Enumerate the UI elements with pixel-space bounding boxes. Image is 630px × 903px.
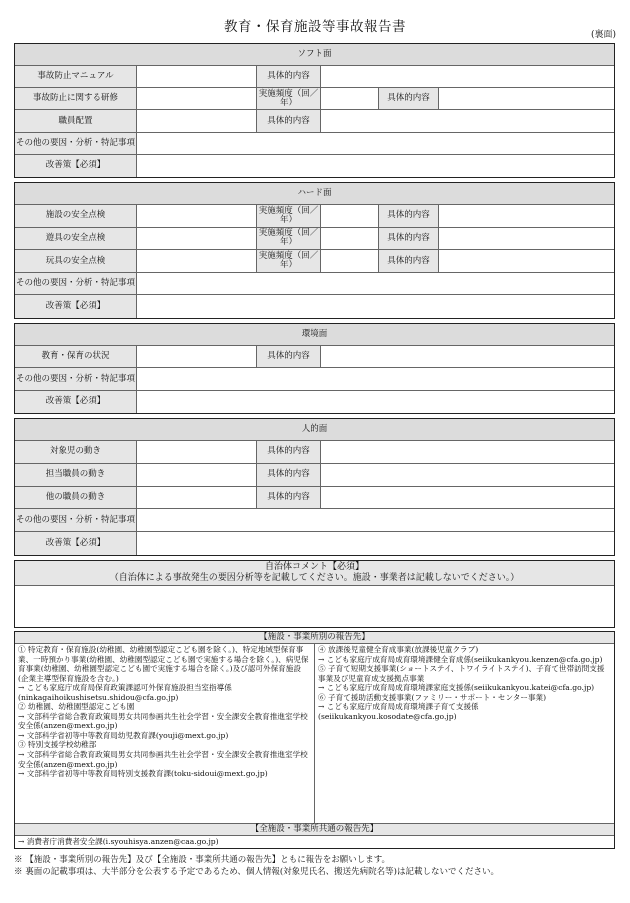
human-row-value[interactable]: [137, 487, 257, 510]
frequency-input[interactable]: [321, 88, 379, 110]
hard-row-label: その他の要因・分析・特記事項: [15, 273, 137, 296]
environment-section-title: 環境面: [15, 324, 614, 346]
frequency-input[interactable]: [321, 228, 379, 251]
content-label: 具体的内容: [257, 441, 321, 464]
municipality-comment-section: [14, 560, 615, 628]
comment-header: [15, 561, 614, 586]
content-label: 具体的内容: [257, 110, 321, 132]
soft-row-value[interactable]: [137, 110, 257, 132]
env-row-label: その他の要因・分析・特記事項: [15, 368, 137, 390]
hard-row-label: 改善策【必須】: [15, 295, 137, 318]
content-input[interactable]: [321, 110, 614, 132]
human-section-title: 人的面: [15, 419, 614, 441]
report-item: → こども家庭庁成育局保育政策課認可外保育施設担当室指導係(ninkagaihoikushisetsu.shidou@cfa.go.jp): [18, 683, 232, 702]
human-row-value[interactable]: [137, 441, 257, 464]
human-row-value[interactable]: [137, 464, 257, 487]
footnotes: [14, 854, 624, 878]
report-item: → こども家庭庁成育局成育環境課子育て支援係(seiikukankyou.kosodate@cfa.go.jp): [318, 702, 479, 721]
improvement-input[interactable]: [137, 532, 614, 555]
hard-row-value[interactable]: [137, 250, 257, 273]
report-list-right: [315, 644, 614, 823]
report-item: → 文部科学省総合教育政策局男女共同参画共生社会学習・安全課安全教育推進室学校安全係(anzen@mext.go.jp): [18, 750, 308, 769]
comment-subtitle: （自治体による事故発生の要因分析等を記載してください。施設・事業者は記載しないでください。）: [109, 572, 520, 583]
analysis-input[interactable]: [137, 273, 614, 296]
analysis-input[interactable]: [137, 509, 614, 532]
content-label: 具体的内容: [379, 205, 439, 228]
hard-row-value[interactable]: [137, 228, 257, 251]
report-list-left: [15, 644, 315, 823]
content-input[interactable]: [439, 228, 614, 251]
soft-row-label: 事故防止マニュアル: [15, 66, 137, 88]
content-label: 具体的内容: [379, 88, 439, 110]
analysis-input[interactable]: [137, 133, 614, 155]
footnote: ※ 裏面の記載事項は、大半部分を公表する予定であるため、個人情報(対象児氏名、搬送先病院名等)は記載しないでください。: [14, 867, 500, 877]
human-row-label: 対象児の動き: [15, 441, 137, 464]
frequency-label: 実施頻度（回／年）: [257, 250, 321, 273]
content-input[interactable]: [321, 487, 614, 510]
content-input[interactable]: [321, 464, 614, 487]
comment-input[interactable]: [15, 586, 614, 630]
report-item: ⑥ 子育て援助活動支援事業(ファミリー・サポート・センター事業): [318, 692, 547, 702]
human-row-label: その他の要因・分析・特記事項: [15, 509, 137, 532]
footnote: ※ 【施設・事業所別の報告先】及び【全施設・事業所共通の報告先】ともに報告をお願いします。: [14, 855, 391, 865]
frequency-input[interactable]: [321, 205, 379, 228]
hard-row-value[interactable]: [137, 205, 257, 228]
report-item: ⑤ 子育て短期支援事業(ショートステイ、トワイライトステイ)、子育て世帯訪問支援事業及び児童育成支援拠点事業: [318, 664, 605, 683]
report-item: → 文部科学省初等中等教育局幼児教育課(youji@mext.go.jp): [18, 730, 229, 740]
soft-row-value[interactable]: [137, 66, 257, 88]
environment-section: [14, 323, 615, 414]
hard-row-label: 遊具の安全点検: [15, 228, 137, 251]
report-item: ③ 特別支援学校幼稚部: [18, 740, 97, 750]
human-row-label: 改善策【必須】: [15, 532, 137, 555]
soft-row-label: 改善策【必須】: [15, 155, 137, 177]
content-label: 具体的内容: [379, 228, 439, 251]
frequency-label: 実施頻度（回／年）: [257, 88, 321, 110]
content-label: 具体的内容: [257, 66, 321, 88]
soft-row-label: その他の要因・分析・特記事項: [15, 133, 137, 155]
hard-row-label: 施設の安全点検: [15, 205, 137, 228]
content-label: 具体的内容: [379, 250, 439, 273]
content-label: 具体的内容: [257, 346, 321, 368]
human-row-label: 担当職員の動き: [15, 464, 137, 487]
soft-row-label: 職員配置: [15, 110, 137, 132]
report-item: ② 幼稚園、幼稚園型認定こども園: [18, 702, 135, 712]
improvement-input[interactable]: [137, 295, 614, 318]
content-input[interactable]: [439, 205, 614, 228]
report-item: → 文部科学省初等中等教育局特別支援教育課(toku-sidoui@mext.go.jp): [18, 769, 268, 779]
report-destinations: [14, 631, 615, 849]
hard-section-title: ハード面: [15, 183, 614, 205]
page-side-label: (裏面): [590, 30, 616, 40]
hard-row-label: 玩具の安全点検: [15, 250, 137, 273]
content-input[interactable]: [321, 441, 614, 464]
env-row-label: 改善策【必須】: [15, 391, 137, 413]
report-item: ① 特定教育・保育施設(幼稚園、幼稚園型認定こども園を除く。)、特定地域型保育事業、一時預かり事業(幼稚園、幼稚園型認定こども園で実施する場合を除く。)、病児保育事業(幼稚園、幼稚園型認定こども園で実施する場合を除く。)及び認可外保育施設(企業主導型保育施設を含む。): [18, 645, 309, 683]
content-label: 具体的内容: [257, 487, 321, 510]
soft-section: [14, 43, 615, 178]
common-report-title: 【全施設・事業所共通の報告先】: [15, 824, 614, 836]
frequency-input[interactable]: [321, 250, 379, 273]
soft-row-label: 事故防止に関する研修: [15, 88, 137, 110]
env-row-label: 教育・保育の状況: [15, 346, 137, 368]
human-section: [14, 418, 615, 556]
soft-section-title: ソフト面: [15, 44, 614, 66]
report-item: ④ 放課後児童健全育成事業(放課後児童クラブ): [318, 645, 479, 654]
hard-section: [14, 182, 615, 319]
report-item: → こども家庭庁成育局成育環境課家庭支援係(seiikukankyou.katei@cfa.go.jp): [318, 683, 595, 693]
content-input[interactable]: [439, 250, 614, 273]
improvement-input[interactable]: [137, 155, 614, 177]
content-input[interactable]: [321, 66, 614, 88]
comment-title: 自治体コメント【必須】: [264, 562, 364, 572]
report-item: → 文部科学省総合教育政策局男女共同参画共生社会学習・安全課安全教育推進室学校安全係(anzen@mext.go.jp): [18, 711, 308, 731]
soft-row-value[interactable]: [137, 88, 257, 110]
content-input[interactable]: [321, 346, 614, 368]
facility-report-title: 【施設・事業所別の報告先】: [15, 632, 614, 644]
common-report-body: → 消費者庁消費者安全課(i.syouhisya.anzen@caa.go.jp): [18, 837, 219, 846]
analysis-input[interactable]: [137, 368, 614, 390]
human-row-label: 他の職員の動き: [15, 487, 137, 510]
content-input[interactable]: [439, 88, 614, 110]
content-label: 具体的内容: [257, 464, 321, 487]
frequency-label: 実施頻度（回／年）: [257, 205, 321, 228]
report-item: → こども家庭庁成育局成育環境課健全育成係(seiikukankyou.kenzen@cfa.go.jp): [318, 654, 603, 664]
frequency-label: 実施頻度（回／年）: [257, 228, 321, 251]
env-row-value[interactable]: [137, 346, 257, 368]
document-title: 教育・保育施設等事故報告書: [224, 19, 406, 35]
improvement-input[interactable]: [137, 391, 614, 413]
